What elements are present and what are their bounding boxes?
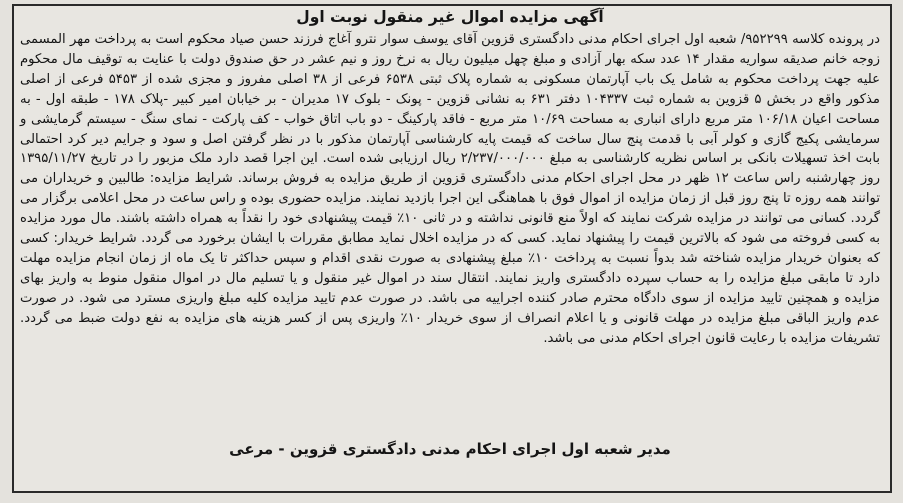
notice-signature: مدیر شعبه اول اجرای احکام مدنی دادگستری قزوین - مرعی [229, 440, 671, 458]
notice-body: در پرونده کلاسه ۹۵۲۲۹۹/ شعبه اول اجرای احکام مدنی دادگستری قزوین آقای یوسف سوار نترو آغاج فرزند حسن صیاد محکوم است به پرداخت مهر المسمی زوجه خانم صدیقه سواریه مقدار ۱۴ عدد سکه بهار آزادی و مبلغ چهل میلیون ریال به نرخ روز و نیم عشر در حق صندوق دولت با عنایت به توقیف مال محکوم علیه جهت پرداخت محکوم به شامل یک باب آپارتمان مسکونی به شماره پلاک ثبتی ۶۵۳۸ فرعی از ۳۸ اصلی مفروز و مجزی شده از ۵۴۵۳ فرعی از اصلی مذکور واقع در بخش ۵ قزوین به شماره ثبت ۱۰۴۳۳۷ دفتر ۶۳۱ به نشانی قزوین - پونک - بلوک ۱۷ مدیران - بر خیابان امیر کبیر -پلاک ۱۷۸ - طبقه اول - به مساحت اعیان ۱۰۶/۱۸ متر مربع دارای انباری به مساحت ۱۰/۶۹ متر مربع - فاقد پارکینگ - دو باب اتاق خواب - کف پارکت - نمای سنگ - سیستم گرمایشی و سرمایشی پکیج گازی و کولر آبی با قدمت پنج سال ساخت که قیمت پایه کارشناسی آپارتمان مذکور با در نظر گرفتن اصل و سود و جرایم دیر کرد احتمالی بابت اخذ تسهیلات بانکی بر اساس نظریه کارشناسی به مبلغ ۲/۲۳۷/۰۰۰/۰۰۰ ریال ارزیابی شده است. این اجرا قصد دارد ملک مزبور را در تاریخ ۱۳۹۵/۱۱/۲۷ روز چهارشنبه راس ساعت ۱۲ ظهر در محل اجرای احکام مدنی دادگستری قزوین از طریق مزایده به فروش برساند. شرایط مزایده: طالبین و خریداران می توانند همه روزه تا پنج روز قبل از زمان مزایده از اموال فوق با هماهنگی این اجرا بازدید نمایند. مزایده حضوری بوده و راس ساعت در محل اعلامی برگزار می گردد. کسانی می توانند در مزایده شرکت نمایند که اولاً منع قانونی نداشته و در ثانی ۱۰٪ قیمت پیشنهادی خود را نقداً به همراه داشته باشند. مال مورد مزایده به کسی فروخته می شود که بالاترین قیمت را پیشنهاد نماید. کسی که در مزایده اخلال نماید مطابق مقررات با ایشان برخورد می گردد. شرایط خریدار: کسی که بعنوان خریدار مزایده شناخته شد بدواً نسبت به پرداخت ۱۰٪ مبلغ پیشنهادی به صورت نقدی اقدام و سپس حداکثر تا یک ماه از زمان انجام مزایده مهلت دارد تا مابقی مبلغ مزایده را به حساب سپرده دادگستری واریز نمایند. انتقال سند در اموال غیر منقول و یا تسلیم مال در اموال منقول منوط به واریز بهای مزایده و همچنین تایید مزایده از سوی دادگاه محترم صادر کننده اجراییه می باشد. در صورت عدم تایید مزایده کلیه مبلغ واریزی مسترد می شود. در صورت عدم واریز الباقی مبلغ مزایده در مهلت قانونی و یا اعلام انصراف از سوی خریدار ۱۰٪ واریزی پس از کسر هزینه های مزایده به نفع دولت ضبط می گردد. تشریفات مزایده با رعایت قانون اجرای احکام مدنی می باشد. [20, 32, 881, 346]
notice-title: آگهی مزایده اموال غیر منقول نوبت اول [296, 8, 604, 26]
auction-notice [16, 6, 884, 487]
